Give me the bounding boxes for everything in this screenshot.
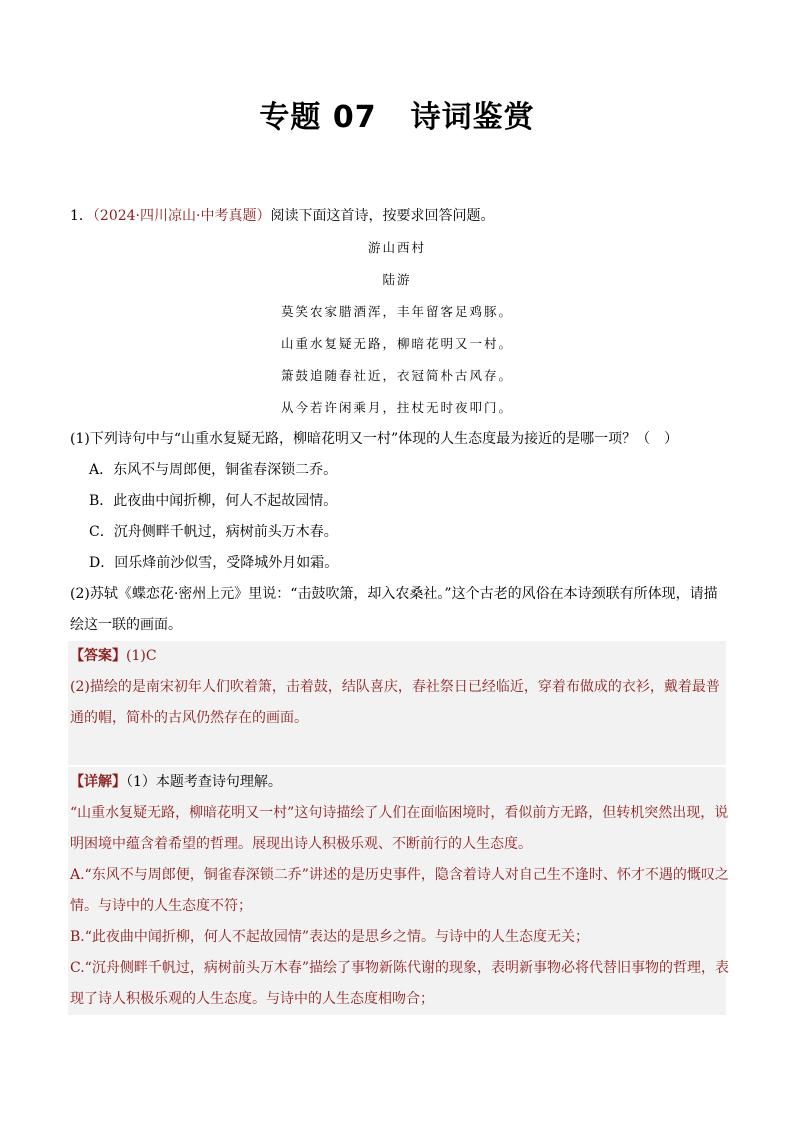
poem-line: 从今若许闲乘月，拄杖无时夜叩门。 (280, 400, 513, 415)
title-subject: 诗词鉴赏 (410, 100, 535, 135)
question-stem (70, 201, 724, 232)
answer-part2-cont: 通的帽，简朴的古风仍然存在的画面。 (70, 710, 308, 726)
option-d: D．回乐烽前沙似雪，受降城外月如霜。 (89, 555, 339, 571)
answer-label: 【答案】 (70, 648, 126, 664)
sub-question-1: (1)下列诗句中与“山重水复疑无路，柳暗花明又一村”体现的人生态度最为接近的是哪一项？（ ） (70, 431, 679, 447)
explanation-option-a-cont: 情。与诗中的人生态度不符； (70, 898, 252, 914)
answer-part1: (1)C (126, 648, 157, 664)
explanation-para1-cont: 明困境中蕴含着希望的哲理。展现出诗人积极乐观、不断前行的人生态度。 (70, 836, 532, 852)
explanation-option-a: A.“东风不与周郎便，铜雀春深锁二乔”讲述的是历史事件，隐含着诗人对自己生不逢时、怀才不遇的慨叹之 (70, 867, 729, 883)
explanation-option-b: B.“此夜曲中闻折柳，何人不起故园情”表达的是思乡之情。与诗中的人生态度无关； (70, 929, 590, 945)
answer-block (68, 641, 726, 765)
option-c: C．沉舟侧畔千帆过，病树前头万木春。 (89, 524, 338, 540)
explanation-para1: “山重水复疑无路，柳暗花明又一村”这句诗描绘了人们在面临困境时，看似前方无路，但转机突然出现，说 (70, 805, 729, 821)
option-a: A．东风不与周郎便，铜雀春深锁二乔。 (89, 462, 338, 478)
poem-line: 山重水复疑无路，柳暗花明又一村。 (280, 336, 513, 351)
question-prompt: 阅读下面这首诗，按要求回答问题。 (270, 208, 495, 224)
answer-spacer (70, 734, 724, 765)
answer-part2: (2)描绘的是南宋初年人们吹着箫，击着鼓，结队喜庆，春社祭日已经临近，穿着布做成的衣衫，戴着最普 (70, 679, 720, 695)
sub-question-2-cont: 绘这一联的画面。 (70, 617, 182, 633)
poem-author: 陆游 (382, 272, 412, 287)
answer-line (70, 641, 724, 672)
poem-title: 游山西村 (367, 240, 426, 255)
explanation-intro: （1）本题考查诗句理解。 (126, 774, 282, 790)
explanation-label: 【详解】 (70, 774, 126, 790)
question-source: （2024·四川凉山·中考真题） (92, 208, 271, 224)
explanation-intro-line (70, 767, 724, 798)
title-topic-number: 专题 07 (259, 100, 377, 135)
explanation-option-c: C.“沉舟侧畔千帆过，病树前头万木春”描绘了事物新陈代谢的现象，表明新事物必将代替旧事物的哲理，表 (70, 960, 729, 976)
explanation-option-c-cont: 现了诗人积极乐观的人生态度。与诗中的人生态度相吻合； (70, 991, 434, 1007)
explanation-block (68, 767, 729, 1015)
option-b: B．此夜曲中闻折柳，何人不起故园情。 (89, 493, 338, 509)
poem-line: 箫鼓追随春社近，衣冠简朴古风存。 (280, 368, 513, 383)
question-number: 1． (70, 208, 93, 224)
sub-question-2: (2)苏轼《蝶恋花·密州上元》里说：“击鼓吹箫，却入农桑社。”这个古老的风俗在本诗颈联有所体现，请描 (70, 586, 718, 602)
question-content (70, 201, 729, 1015)
poem-line: 莫笑农家腊酒浑，丰年留客足鸡豚。 (280, 304, 513, 319)
page-title (0, 92, 794, 136)
